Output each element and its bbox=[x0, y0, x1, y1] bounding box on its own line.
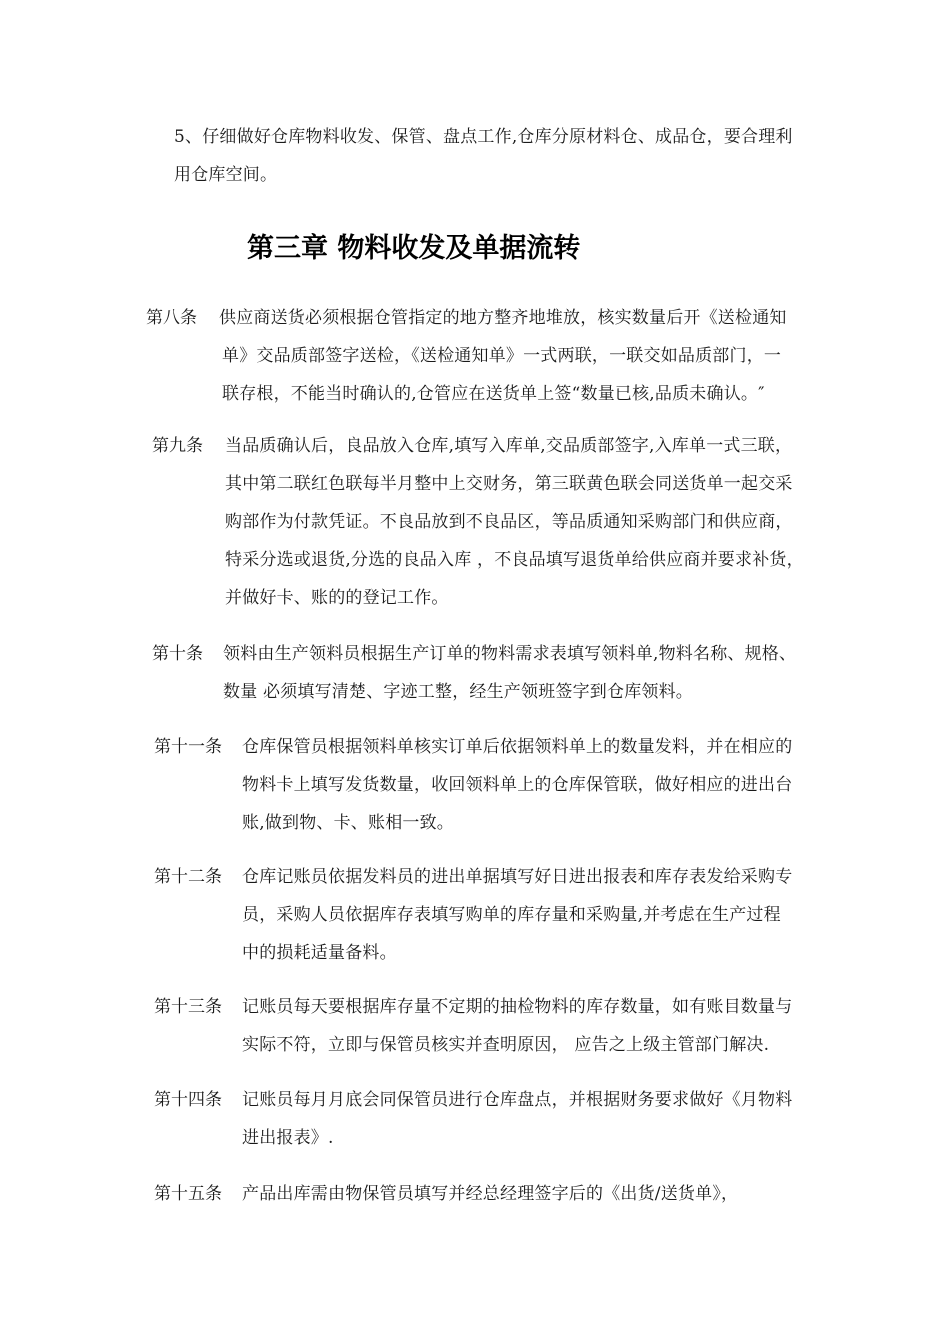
article-line: 其中第二联红色联每半月整中上交财务，第三联黄色联会同送货单一起交采 bbox=[225, 474, 793, 494]
intro-line-2: 用仓库空间。 bbox=[174, 165, 278, 185]
article-line: 中的损耗适量备料。 bbox=[242, 943, 397, 963]
article-line: 仓库记账员依据发料员的进出单据填写好日进出报表和库存表发给采购专 bbox=[242, 867, 793, 887]
article-label: 第十五条 bbox=[154, 1184, 222, 1204]
article-line: 实际不符，立即与保管员核实并查明原因， 应告之上级主管部门解决. bbox=[242, 1035, 770, 1055]
article-label: 第八条 bbox=[146, 308, 197, 328]
article-line: 账,做到物、卡、账相一致。 bbox=[242, 813, 455, 833]
article-line: 特采分选或退货,分选的良品入库 ，不良品填写退货单给供应商并要求补货， bbox=[225, 550, 804, 570]
article-line: 员，采购人员依据库存表填写购单的库存量和采购量,并考虑在生产过程 bbox=[242, 905, 781, 925]
article-label: 第十条 bbox=[152, 644, 203, 664]
article-label: 第九条 bbox=[152, 436, 203, 456]
article-line: 联存根，不能当时确认的,仓管应在送货单上签“数量已核,品质未确认。″ bbox=[222, 384, 765, 404]
article-line: 领料由生产领料员根据生产订单的物料需求表填写领料单,物料名称、规格、 bbox=[223, 644, 797, 664]
article-line: 单》交品质部签字送检，《送检通知单》一式两联，一联交如品质部门，一 bbox=[222, 346, 782, 366]
article-line: 当品质确认后，良品放入仓库,填写入库单,交品质部签字,入库单一式三联， bbox=[225, 436, 793, 456]
article-line: 供应商送货必须根据仓管指定的地方整齐地堆放，核实数量后开《送检通知 bbox=[219, 308, 787, 328]
intro-line-1: 5、仔细做好仓库物料收发、保管、盘点工作,仓库分原材料仓、成品仓，要合理利 bbox=[174, 127, 793, 147]
article-line: 数量 必须填写清楚、字迹工整，经生产领班签字到仓库领料。 bbox=[223, 682, 694, 702]
article-line: 购部作为付款凭证。不良品放到不良品区，等品质通知采购部门和供应商， bbox=[225, 512, 793, 532]
article-label: 第十四条 bbox=[154, 1090, 222, 1110]
article-line: 记账员每月月底会同保管员进行仓库盘点，并根据财务要求做好《月物料 bbox=[242, 1090, 793, 1110]
article-line: 记账员每天要根据库存量不定期的抽检物料的库存数量，如有账目数量与 bbox=[242, 997, 793, 1017]
article-line: 仓库保管员根据领料单核实订单后依据领料单上的数量发料，并在相应的 bbox=[242, 737, 793, 757]
article-label: 第十二条 bbox=[154, 867, 222, 887]
chapter-title: 第三章 物料收发及单据流转 bbox=[247, 233, 581, 264]
article-line: 进出报表》. bbox=[242, 1128, 334, 1148]
article-label: 第十三条 bbox=[154, 997, 222, 1017]
article-label: 第十一条 bbox=[154, 737, 222, 757]
article-line: 物料卡上填写发货数量，收回领料单上的仓库保管联，做好相应的进出台 bbox=[242, 775, 793, 795]
article-line: 产品出库需由物保管员填写并经总经理签字后的《出货/送货单》， bbox=[242, 1184, 739, 1204]
article-line: 并做好卡、账的的登记工作。 bbox=[225, 588, 449, 608]
